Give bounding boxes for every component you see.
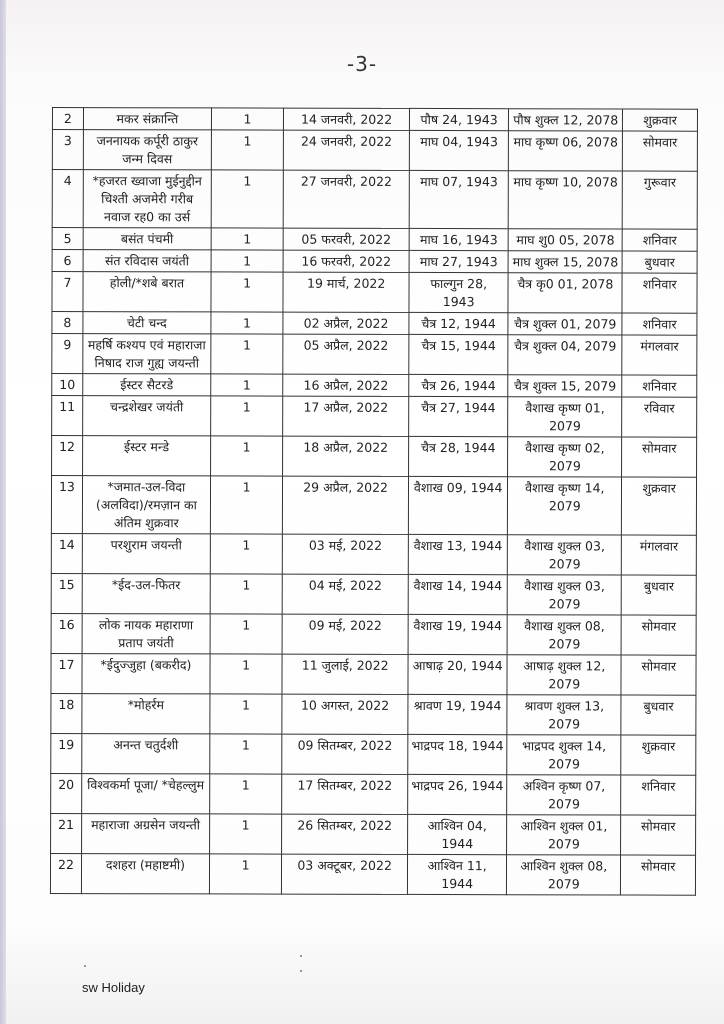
serial-number-cell: 7 — [52, 272, 83, 312]
vikram-samvat-date-cell: माघ कृष्ण 10, 2078 — [508, 171, 622, 229]
serial-number-cell: 6 — [52, 250, 83, 272]
vikram-samvat-date-cell: आश्विन शुक्ल 01, 2079 — [507, 815, 621, 855]
table-row — [52, 396, 697, 438]
saka-date-cell: आषाढ़ 20, 1944 — [408, 654, 507, 694]
saka-date-cell: आश्विन 04, 1944 — [408, 814, 507, 854]
saka-date-cell: माघ 27, 1943 — [409, 250, 508, 272]
days-count-cell: 1 — [211, 312, 283, 334]
days-count-cell: 1 — [210, 694, 282, 734]
vikram-samvat-date-cell: चैत्र कृ0 01, 2078 — [508, 273, 622, 313]
serial-number-cell: 11 — [52, 396, 83, 436]
gregorian-date-cell: 18 अप्रैल, 2022 — [283, 436, 409, 476]
serial-number-cell: 8 — [52, 312, 83, 334]
table-row — [51, 653, 696, 695]
serial-number-cell: 14 — [51, 533, 82, 573]
weekday-cell: सोमवार — [622, 437, 697, 477]
vikram-samvat-date-cell: चैत्र शुक्ल 01, 2079 — [508, 313, 622, 335]
holiday-name-cell: मकर संक्रान्ति — [83, 108, 211, 130]
weekday-cell: शुक्रवार — [622, 477, 697, 535]
saka-date-cell: चैत्र 26, 1944 — [409, 374, 508, 396]
gregorian-date-cell: 14 जनवरी, 2022 — [284, 108, 410, 130]
gregorian-date-cell: 26 सितम्बर, 2022 — [282, 814, 408, 854]
table-row — [50, 853, 695, 895]
table-row — [51, 773, 696, 815]
days-count-cell: 1 — [210, 734, 282, 774]
table-row — [52, 374, 697, 398]
serial-number-cell: 4 — [52, 170, 83, 228]
table-row — [51, 533, 696, 575]
gregorian-date-cell: 10 अगस्त, 2022 — [282, 694, 408, 734]
table-row — [52, 130, 697, 172]
gregorian-date-cell: 03 अक्टूबर, 2022 — [282, 854, 408, 894]
scan-speck — [300, 955, 302, 957]
table-row — [51, 476, 696, 536]
holiday-name-cell: *ईदुज्जुहा (बकरीद) — [82, 654, 210, 694]
saka-date-cell: आश्विन 11, 1944 — [408, 854, 507, 894]
vikram-samvat-date-cell: वैशाख कृष्ण 02, 2079 — [508, 437, 622, 477]
weekday-cell: रविवार — [622, 397, 697, 437]
holiday-name-cell: संत रविदास जयंती — [83, 250, 211, 272]
saka-date-cell: भाद्रपद 18, 1944 — [408, 734, 507, 774]
gregorian-date-cell: 17 अप्रैल, 2022 — [283, 396, 409, 436]
holiday-name-cell: चन्द्रशेखर जयंती — [83, 396, 211, 436]
gregorian-date-cell: 05 अप्रैल, 2022 — [283, 334, 409, 374]
holiday-name-cell: ईस्टर मन्डे — [82, 436, 210, 476]
days-count-cell: 1 — [210, 654, 282, 694]
gregorian-date-cell: 11 जुलाई, 2022 — [282, 654, 408, 694]
table-row — [52, 170, 697, 230]
saka-date-cell: वैशाख 14, 1944 — [408, 574, 507, 614]
saka-date-cell: वैशाख 09, 1944 — [408, 476, 507, 534]
saka-date-cell: चैत्र 12, 1944 — [409, 312, 508, 334]
days-count-cell: 1 — [210, 476, 282, 534]
days-count-cell: 1 — [210, 614, 282, 654]
weekday-cell: सोमवार — [621, 855, 696, 895]
days-count-cell: 1 — [211, 170, 283, 228]
days-count-cell: 1 — [211, 272, 283, 312]
table-row — [51, 573, 696, 615]
weekday-cell: मंगलवार — [622, 335, 697, 375]
holiday-name-cell: *मोहर्रम — [82, 694, 210, 734]
holiday-name-cell: बसंत पंचमी — [83, 228, 211, 250]
serial-number-cell: 15 — [51, 573, 82, 613]
vikram-samvat-date-cell: भाद्रपद शुक्ल 14, 2079 — [507, 735, 621, 775]
serial-number-cell: 17 — [51, 653, 82, 693]
weekday-cell: बुधवार — [622, 575, 697, 615]
saka-date-cell: माघ 07, 1943 — [409, 170, 508, 228]
gregorian-date-cell: 02 अप्रैल, 2022 — [283, 312, 409, 334]
holiday-table — [50, 107, 698, 896]
vikram-samvat-date-cell: माघ शु0 05, 2078 — [508, 229, 622, 251]
days-count-cell: 1 — [211, 108, 283, 130]
vikram-samvat-date-cell: माघ कृष्ण 06, 2078 — [509, 131, 623, 171]
saka-date-cell: पौष 24, 1943 — [410, 108, 509, 130]
holiday-name-cell: ईस्टर सैटरडे — [83, 374, 211, 396]
vikram-samvat-date-cell: चैत्र शुक्ल 15, 2079 — [508, 375, 622, 397]
gregorian-date-cell: 05 फरवरी, 2022 — [283, 228, 409, 250]
weekday-cell: बुधवार — [621, 695, 696, 735]
table-row — [51, 693, 696, 735]
vikram-samvat-date-cell: श्रावण शुक्ल 13, 2079 — [507, 695, 621, 735]
days-count-cell: 1 — [209, 854, 281, 894]
serial-number-cell: 13 — [51, 476, 82, 534]
serial-number-cell: 9 — [52, 334, 83, 374]
gregorian-date-cell: 09 सितम्बर, 2022 — [282, 734, 408, 774]
scan-speck — [84, 965, 86, 967]
serial-number-cell: 22 — [50, 853, 81, 893]
weekday-cell: मंगलवार — [622, 535, 697, 575]
table-row — [52, 436, 697, 478]
saka-date-cell: श्रावण 19, 1944 — [408, 694, 507, 734]
days-count-cell: 1 — [211, 130, 283, 170]
weekday-cell: शनिवार — [622, 229, 697, 251]
saka-date-cell: चैत्र 27, 1944 — [409, 396, 508, 436]
days-count-cell: 1 — [209, 814, 281, 854]
saka-date-cell: माघ 04, 1943 — [409, 130, 508, 170]
days-count-cell: 1 — [210, 534, 282, 574]
holiday-name-cell: दशहरा (महाष्टमी) — [81, 854, 209, 894]
gregorian-date-cell: 19 मार्च, 2022 — [283, 272, 409, 312]
gregorian-date-cell: 09 मई, 2022 — [282, 614, 408, 654]
holiday-name-cell: महाराजा अग्रसेन जयन्ती — [81, 814, 209, 854]
holiday-name-cell: *जमात-उल-विदा (अलविदा)/रमज़ान का अंतिम शुक्रवार — [82, 476, 210, 534]
weekday-cell: सोमवार — [621, 815, 696, 855]
table-row — [52, 108, 697, 132]
days-count-cell: 1 — [210, 574, 282, 614]
weekday-cell: शनिवार — [622, 273, 697, 313]
holiday-name-cell: *हजरत ख्वाजा मुईनुद्दीन चिश्ती अजमेरी गरीब नवाज रह0 का उर्स — [83, 170, 211, 228]
vikram-samvat-date-cell: वैशाख शुक्ल 03, 2079 — [508, 535, 622, 575]
vikram-samvat-date-cell: माघ शुक्ल 15, 2078 — [508, 251, 622, 273]
saka-date-cell: चैत्र 28, 1944 — [409, 436, 508, 476]
days-count-cell: 1 — [211, 228, 283, 250]
vikram-samvat-date-cell: वैशाख शुक्ल 08, 2079 — [507, 615, 621, 655]
scan-speck — [300, 970, 302, 972]
footer-label: sw Holiday — [82, 980, 145, 995]
serial-number-cell: 16 — [51, 613, 82, 653]
weekday-cell: सोमवार — [621, 615, 696, 655]
serial-number-cell: 5 — [52, 228, 83, 250]
table-row — [52, 250, 697, 274]
gregorian-date-cell: 29 अप्रैल, 2022 — [283, 476, 409, 534]
saka-date-cell: माघ 16, 1943 — [409, 228, 508, 250]
table-row — [52, 312, 697, 336]
serial-number-cell: 20 — [51, 773, 82, 813]
table-row — [52, 228, 697, 252]
gregorian-date-cell: 16 फरवरी, 2022 — [283, 250, 409, 272]
gregorian-date-cell: 04 मई, 2022 — [282, 574, 408, 614]
vikram-samvat-date-cell: आश्विन शुक्ल 08, 2079 — [507, 855, 621, 895]
gregorian-date-cell: 24 जनवरी, 2022 — [284, 130, 410, 170]
weekday-cell: शनिवार — [621, 775, 696, 815]
serial-number-cell: 10 — [52, 374, 83, 396]
saka-date-cell: वैशाख 13, 1944 — [408, 534, 507, 574]
weekday-cell: शुक्रवार — [623, 109, 698, 131]
gregorian-date-cell: 27 जनवरी, 2022 — [283, 170, 409, 228]
weekday-cell: सोमवार — [623, 131, 698, 171]
gregorian-date-cell: 03 मई, 2022 — [282, 534, 408, 574]
vikram-samvat-date-cell: वैशाख कृष्ण 01, 2079 — [508, 397, 622, 437]
weekday-cell: सोमवार — [621, 655, 696, 695]
gregorian-date-cell: 16 अप्रैल, 2022 — [283, 374, 409, 396]
saka-date-cell: वैशाख 19, 1944 — [408, 614, 507, 654]
serial-number-cell: 2 — [52, 108, 83, 130]
holiday-name-cell: विश्वकर्मा पूजा/ *चेहल्लुम — [82, 774, 210, 814]
weekday-cell: शनिवार — [622, 375, 697, 397]
holiday-name-cell: परशुराम जयन्ती — [82, 534, 210, 574]
holiday-name-cell: अनन्त चतुर्दशी — [82, 734, 210, 774]
saka-date-cell: भाद्रपद 26, 1944 — [408, 774, 507, 814]
table-row — [51, 613, 696, 655]
vikram-samvat-date-cell: वैशाख शुक्ल 03, 2079 — [507, 575, 621, 615]
vikram-samvat-date-cell: चैत्र शुक्ल 04, 2079 — [508, 335, 622, 375]
days-count-cell: 1 — [211, 334, 283, 374]
days-count-cell: 1 — [211, 250, 283, 272]
page-number: -3- — [346, 52, 378, 76]
holiday-name-cell: जननायक कर्पूरी ठाकुर जन्म दिवस — [83, 130, 211, 170]
gregorian-date-cell: 17 सितम्बर, 2022 — [282, 774, 408, 814]
holiday-name-cell: होली/*शबे बरात — [83, 272, 211, 312]
table-row — [52, 272, 697, 314]
weekday-cell: गुरूवार — [623, 171, 698, 229]
holiday-name-cell: लोक नायक महाराणा प्रताप जयंती — [82, 614, 210, 654]
serial-number-cell: 21 — [51, 813, 82, 853]
days-count-cell: 1 — [211, 374, 283, 396]
saka-date-cell: फाल्गुन 28, 1943 — [409, 272, 508, 312]
serial-number-cell: 12 — [52, 436, 83, 476]
weekday-cell: शनिवार — [622, 313, 697, 335]
vikram-samvat-date-cell: अश्विन कृष्ण 07, 2079 — [507, 775, 621, 815]
holiday-name-cell: चेटी चन्द — [83, 312, 211, 334]
days-count-cell: 1 — [210, 436, 282, 476]
weekday-cell: बुधवार — [622, 251, 697, 273]
days-count-cell: 1 — [210, 774, 282, 814]
holiday-table-body — [50, 108, 697, 896]
serial-number-cell: 3 — [52, 130, 83, 170]
vikram-samvat-date-cell: वैशाख कृष्ण 14, 2079 — [508, 477, 622, 535]
table-row — [51, 733, 696, 775]
holiday-name-cell: *ईद-उल-फितर — [82, 574, 210, 614]
serial-number-cell: 18 — [51, 693, 82, 733]
days-count-cell: 1 — [211, 396, 283, 436]
holiday-name-cell: महर्षि कश्यप एवं महाराजा निषाद राज गुह्य जयन्ती — [83, 334, 211, 374]
vikram-samvat-date-cell: आषाढ़ शुक्ल 12, 2079 — [507, 655, 621, 695]
weekday-cell: शुक्रवार — [621, 735, 696, 775]
serial-number-cell: 19 — [51, 733, 82, 773]
vikram-samvat-date-cell: पौष शुक्ल 12, 2078 — [509, 109, 623, 131]
saka-date-cell: चैत्र 15, 1944 — [409, 334, 508, 374]
table-row — [52, 334, 697, 376]
table-row — [51, 813, 696, 855]
